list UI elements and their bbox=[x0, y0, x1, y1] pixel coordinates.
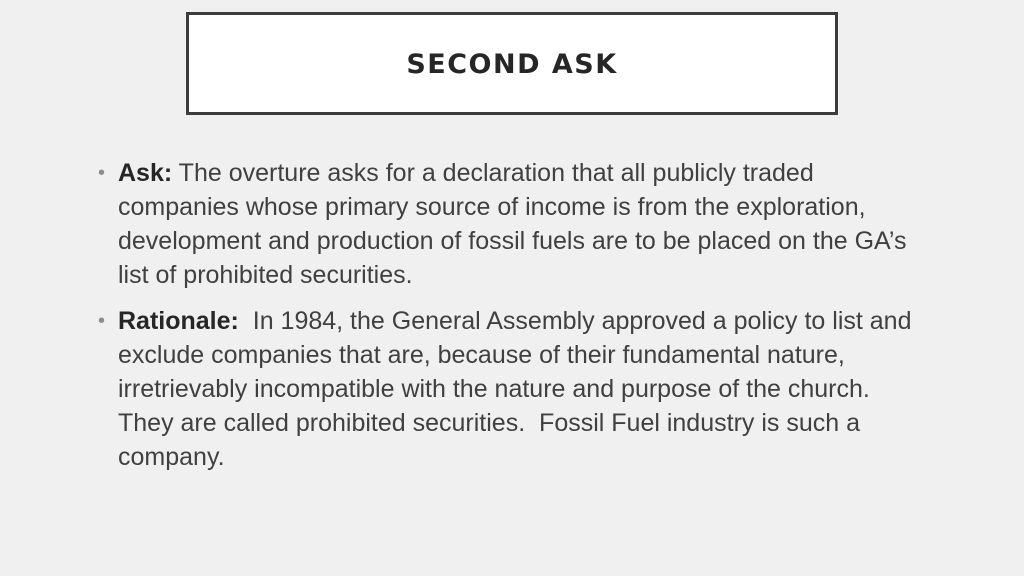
bullet-ask-label: Ask: bbox=[118, 159, 173, 187]
bullet-rationale bbox=[98, 304, 938, 474]
title-box bbox=[186, 12, 838, 115]
bullet-list bbox=[98, 156, 938, 486]
bullet-rationale-label: Rationale: bbox=[118, 307, 239, 335]
bullet-ask-text: The overture asks for a declaration that all publicly traded companies whose primary source of income is from the exploration, development and production of fossil fuels are to be placed on the GA’s list of prohibited securities. bbox=[118, 159, 914, 289]
slide-title: SECOND ASK bbox=[406, 49, 618, 80]
bullet-rationale-text: In 1984, the General Assembly approved a policy to list and exclude companies that are, because of their fundamental nature, irretrievably incompatible with the nature and purpose of the church. They are called prohibited securities. Fossil Fuel industry is such a company. bbox=[118, 307, 919, 471]
bullet-ask bbox=[98, 156, 938, 292]
bullet-dot-icon: • bbox=[98, 162, 106, 184]
bullet-dot-icon: • bbox=[98, 310, 106, 332]
